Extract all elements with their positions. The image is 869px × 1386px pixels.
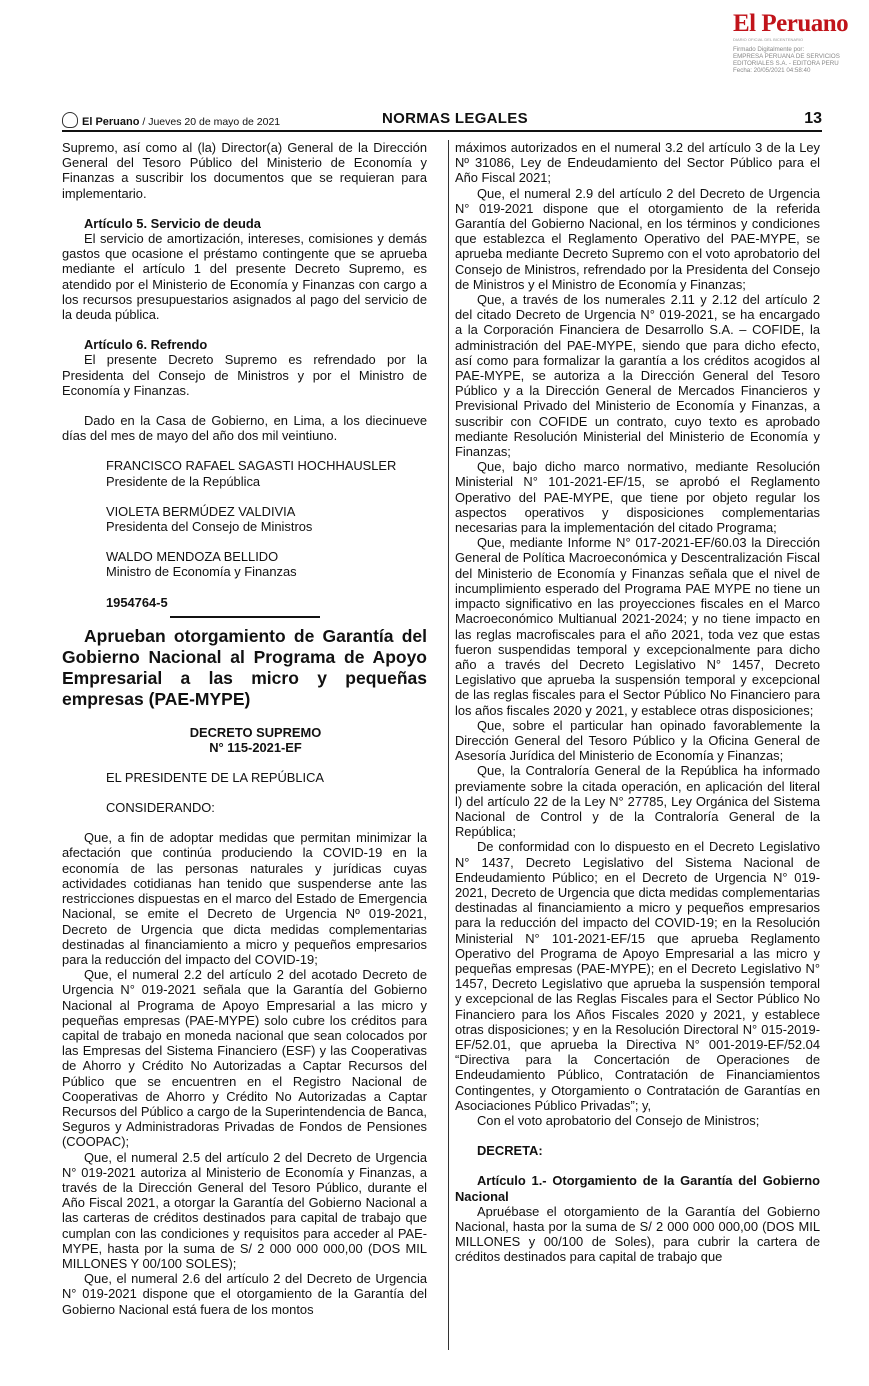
header-date: / Jueves 20 de mayo de 2021 [139, 116, 281, 128]
el-peruano-logo: El Peruano [733, 10, 849, 37]
spacer [62, 815, 427, 830]
spacer [62, 755, 427, 770]
signatory-name: FRANCISCO RAFAEL SAGASTI HOCHHAUSLER [106, 458, 397, 474]
considerando-heading: CONSIDERANDO: [106, 800, 215, 816]
spacer [455, 1158, 820, 1173]
paragraph: Que, bajo dicho marco normativo, mediante Resolución Ministerial N° 101-2021-EF/15, se aprobó el Reglamento Operativo del PAE-MYPE, que tiene por objeto regular los aspectos operativos y disposiciones complementarias necesarias para la implementación del citado Programa; [455, 459, 820, 536]
header-masthead [62, 112, 280, 128]
spacer [62, 785, 427, 800]
paragraph: máximos autorizados en el numeral 3.2 del artículo 3 de la Ley Nº 31086, Ley de Endeudamiento del Sector Público para el Año Fiscal 2021; [455, 140, 820, 186]
article-title: Artículo 1.- Otorgamiento de la Garantía del Gobierno Nacional [455, 1173, 820, 1204]
paragraph: Que, mediante Informe N° 017-2021-EF/60.03 la Dirección General de Política Macroeconómica y Descentralización Fiscal del Ministerio de Economía y Finanzas señala que el nivel de incumplimiento esperado del Programa PAE MYPE no tiene un impacto significativo en las proyecciones fiscales en el Marco Macroeconómico Multianual 2021-2024; y no tiene impacto en las reglas macrofiscales para el año 2021, toda vez que estas fueron suspendidas temporal y excepcionalmente para dicho año a través del Decreto Legislativo N° 1457, Decreto Legislativo que aprueba la suspensión temporal y excepcional de las reglas fiscales para el Sector Público No Financiero para los años fiscales 2020 y 2021, y establece otras disposiciones; [455, 535, 820, 718]
header-rule [62, 130, 822, 132]
paragraph: El servicio de amortización, intereses, comisiones y demás gastos que ocasione el préstamo contingente que se aprueba mediante el artículo 1 del presente Decreto Supremo, es atendido por el Ministerio de Economía y Finanzas con cargo a los recursos presupuestarios asignados al pago del servicio de la deuda pública. [62, 231, 427, 323]
article-title: Artículo 5. Servicio de deuda [84, 215, 261, 231]
paragraph: Que, el numeral 2.6 del artículo 2 del Decreto de Urgencia N° 019-2021 dispone que el otorgamiento de la Garantía del Gobierno Nacional está fuera de los montos [62, 1271, 427, 1317]
sig-line: EDITORIALES S.A. - EDITORA PERU [733, 60, 839, 67]
spacer [62, 443, 427, 458]
paragraph: Dado en la Casa de Gobierno, en Lima, a los diecinueve días del mes de mayo del año dos mil veintiuno. [62, 413, 427, 444]
spacer [455, 1128, 820, 1143]
separator-rule [170, 616, 320, 618]
presidente-heading: EL PRESIDENTE DE LA REPÚBLICA [106, 769, 325, 785]
column-divider [448, 140, 449, 1350]
paragraph: Que, la Contraloría General de la República ha informado previamente sobre la citada operación, en aplicación del literal l) del artículo 22 de la Ley N° 27785, Ley Orgánica del Sistema Nacional de Control y de la Contraloría General de la República; [455, 763, 820, 840]
coat-of-arms-icon [62, 112, 78, 128]
paragraph: Que, a fin de adoptar medidas que permitan minimizar la afectación que continúa produciendo la COVID-19 en la economía de las personas naturales y jurídicas cuyas actividades cotidianas han tenido que suspenderse ante las restricciones dispuestas en el marco del Estado de Emergencia Nacional, se emite el Decreto de Urgencia Nº 019-2021, Decreto de Urgencia que dicta medidas complementarias destinadas al financiamiento a micro y pequeños empresarios para la reducción del impacto del COVID-19; [62, 830, 427, 967]
paragraph: Apruébase el otorgamiento de la Garantía del Gobierno Nacional, hasta por la suma de S/ 2 000 000 000,00 (DOS MIL MILLONES y 00/100 de Soles), para cubrir la cartera de créditos destinados para capital de trabajo que [455, 1203, 820, 1265]
spacer [62, 398, 427, 413]
signatory-role: Presidente de la República [106, 473, 261, 489]
signatory-name: VIOLETA BERMÚDEZ VALDIVIA [106, 503, 296, 519]
decree-number: N° 115-2021-EF [209, 739, 302, 755]
sig-line: EMPRESA PERUANA DE SERVICIOS [733, 53, 840, 60]
paragraph: Con el voto aprobatorio del Consejo de Ministros; [477, 1113, 760, 1128]
spacer [62, 580, 427, 595]
signatory-role: Presidenta del Consejo de Ministros [106, 519, 313, 535]
page-header [62, 110, 822, 130]
logo-tagline: DIARIO OFICIAL DEL BICENTENARIO [733, 37, 804, 42]
signatory-name: WALDO MENDOZA BELLIDO [106, 549, 279, 565]
paragraph: De conformidad con lo dispuesto en el Decreto Legislativo N° 1437, Decreto Legislativo del Sistema Nacional de Endeudamiento Público; en el Decreto de Urgencia N° 019-2021, Decreto de Urgencia que dicta medidas complementarias destinadas al financiamiento a micro y pequeños empresarios para la reducción del impacto del COVID-19; en la Resolución Ministerial N° 101-2021-EF/15 que aprueba Reglamento Operativo del Programa de Apoyo Empresarial a las micro y pequeñas empresas (PAE-MYPE); en el Decreto Legislativo N° 1457, Decreto Legislativo que aprueba la suspensión temporal y excepcional de las Reglas Fiscales para el Sector Público No Financiero para los Años Fiscales 2020 y 2021, y establece otras disposiciones; y en la Resolución Directoral N° 015-2019-EF/52.01, que aprueba la Directiva N° 001-2019-EF/52.04 “Directiva para la Concertación de Operaciones de Endeudamiento Público, Contratación de Financiamientos Contingentes, y Otorgamiento o Contratación de Garantías en Asociaciones Público Privadas”; y, [455, 839, 820, 1113]
spacer [62, 489, 427, 504]
article-title: Artículo 6. Refrendo [84, 337, 208, 353]
paragraph: El presente Decreto Supremo es refrendado por la Presidenta del Consejo de Ministros y por el Ministro de Economía y Finanzas. [62, 352, 427, 398]
paragraph: Que, el numeral 2.9 del artículo 2 del Decreto de Urgencia N° 019-2021 dispone que el otorgamiento de la referida Garantía del Gobierno Nacional, en los términos y condiciones que establezca el Reglamento Operativo del PAE-MYPE, se aprueba mediante Decreto Supremo con el voto aprobatorio del Consejo de Ministros, refrendado por la Presidenta del Consejo de Ministros y el Ministro de Economía y Finanzas; [455, 185, 820, 292]
paragraph: Que, el numeral 2.2 del artículo 2 del acotado Decreto de Urgencia N° 019-2021 señala que la Garantía del Gobierno Nacional al Programa de Apoyo Empresarial a las micro y pequeñas empresas (PAE-MYPE) solo cubre los créditos para capital de trabajo en moneda nacional que sean colocados por las Empresas del Sistema Financiero (ESF) y las Cooperativas de Ahorro y Crédito No Autorizadas a Captar Recursos del Público que se encuentren en el Registro Nacional de Cooperativas de Ahorro y Crédito No Autorizadas a Captar Recursos del Público a cargo de la Superintendencia de Banca, Seguros y Administradoras Privadas de Fondos de Pensiones (COOPAC); [62, 967, 427, 1150]
norm-headline: Aprueban otorgamiento de Garantía del Gobierno Nacional al Programa de Apoyo Empresarial a las micro y pequeñas empresas (PAE-MYPE) [62, 625, 427, 709]
digital-signature [733, 46, 863, 74]
signatory-role: Ministro de Economía y Finanzas [106, 564, 297, 580]
paragraph: Que, a través de los numerales 2.11 y 2.12 del artículo 2 del citado Decreto de Urgencia N° 019-2021, se ha encargado a la Corporación Financiera de Desarrollo S.A. – COFIDE, la administración del PAE-MYPE, siendo que para dicho efecto, así como para formalizar la garantía a los créditos acogidos al PAE-MYPE, se autoriza a la Dirección General del Tesoro Público y a la Dirección General de Mercados Financieros y Previsional Privado del Ministerio de Economía y Finanzas, a suscribir con COFIDE un contrato, cuyo texto es aprobado mediante Resolución Ministerial del Ministerio de Economía y Finanzas; [455, 292, 820, 460]
page-number: 13 [804, 110, 822, 127]
decreta-heading: DECRETA: [477, 1143, 543, 1159]
right-column [455, 140, 820, 1265]
left-column [62, 140, 427, 1317]
spacer [62, 534, 427, 549]
header-section: NORMAS LEGALES [382, 110, 528, 127]
paragraph: Que, sobre el particular han opinado favorablemente la Dirección General del Tesoro Público y la Oficina General de Asesoría Jurídica del Ministerio de Economía y Finanzas; [455, 717, 820, 764]
document-code: 1954764-5 [106, 594, 168, 610]
header-paper: El Peruano [82, 116, 140, 128]
paragraph: Que, el numeral 2.5 del artículo 2 del Decreto de Urgencia N° 019-2021 autoriza al Ministerio de Economía y Finanzas, a través de la Dirección General del Tesoro Público, durante el Año Fiscal 2021, a otorgar la Garantía del Gobierno Nacional a las carteras de créditos destinados para capital de trabajo que cumplan con las condiciones y requisitos para acceder al PAE-MYPE, hasta por la suma de S/ 2 000 000 000,00 (DOS MIL MILLONES Y 00/100 SOLES); [62, 1149, 427, 1271]
sig-line: Fecha: 20/05/2021 04:58:40 [733, 67, 811, 74]
spacer [62, 201, 427, 216]
decree-type: DECRETO SUPREMO [189, 724, 322, 740]
sig-line: Firmado Digitalmente por: [733, 46, 805, 53]
paragraph: Supremo, así como al (la) Director(a) General de la Dirección General del Tesoro Público del Ministerio de Economía y Finanzas a suscribir los documentos que se requieran para implementario. [62, 140, 427, 201]
spacer [62, 322, 427, 337]
spacer [62, 710, 427, 725]
